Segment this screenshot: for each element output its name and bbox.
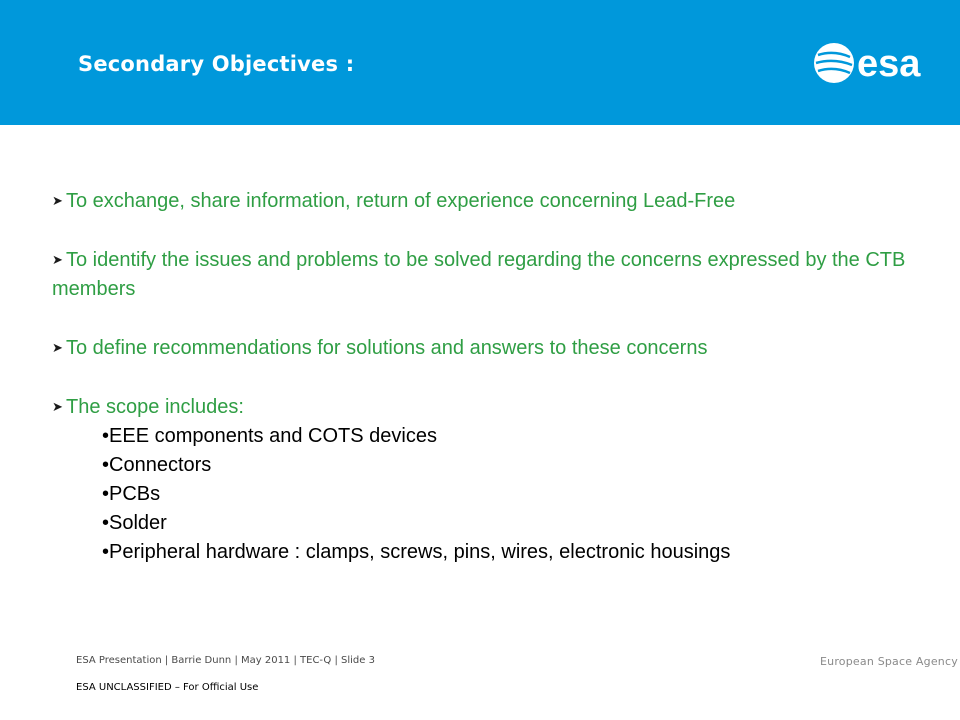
scope-intro: The scope includes: [66, 396, 244, 418]
scope-item: •Connectors [102, 454, 212, 476]
slide-title: Secondary Objectives : [78, 52, 355, 76]
objective-text: To identify the issues and problems to be solved regarding the concerns expressed by the CTB members [52, 249, 906, 300]
slide-header [0, 0, 960, 125]
scope-list [52, 422, 932, 567]
arrow-bullet-icon: ➤ [52, 399, 63, 414]
arrow-bullet-icon: ➤ [52, 193, 63, 208]
footer-info: ESA Presentation | Barrie Dunn | May 2011 | TEC-Q | Slide 3 [76, 655, 375, 666]
objective-item [52, 245, 932, 304]
slide-body [52, 186, 932, 567]
scope-item: •PCBs [102, 483, 161, 505]
logo-text: esa [857, 43, 921, 85]
esa-logo-icon [810, 38, 940, 88]
scope-intro-line [52, 392, 932, 422]
objective-item [52, 186, 932, 216]
objective-item [52, 333, 932, 363]
scope-item: •EEE components and COTS devices [102, 425, 437, 447]
scope-section [52, 392, 932, 567]
arrow-bullet-icon: ➤ [52, 340, 63, 355]
objective-text: To exchange, share information, return of experience concerning Lead-Free [66, 190, 736, 212]
scope-item: •Peripheral hardware : clamps, screws, pins, wires, electronic housings [102, 541, 731, 563]
objective-text: To define recommendations for solutions and answers to these concerns [66, 337, 708, 359]
scope-item: •Solder [102, 512, 167, 534]
arrow-bullet-icon: ➤ [52, 252, 63, 267]
classification-label: ESA UNCLASSIFIED – For Official Use [76, 682, 259, 693]
agency-name: European Space Agency [820, 655, 958, 668]
